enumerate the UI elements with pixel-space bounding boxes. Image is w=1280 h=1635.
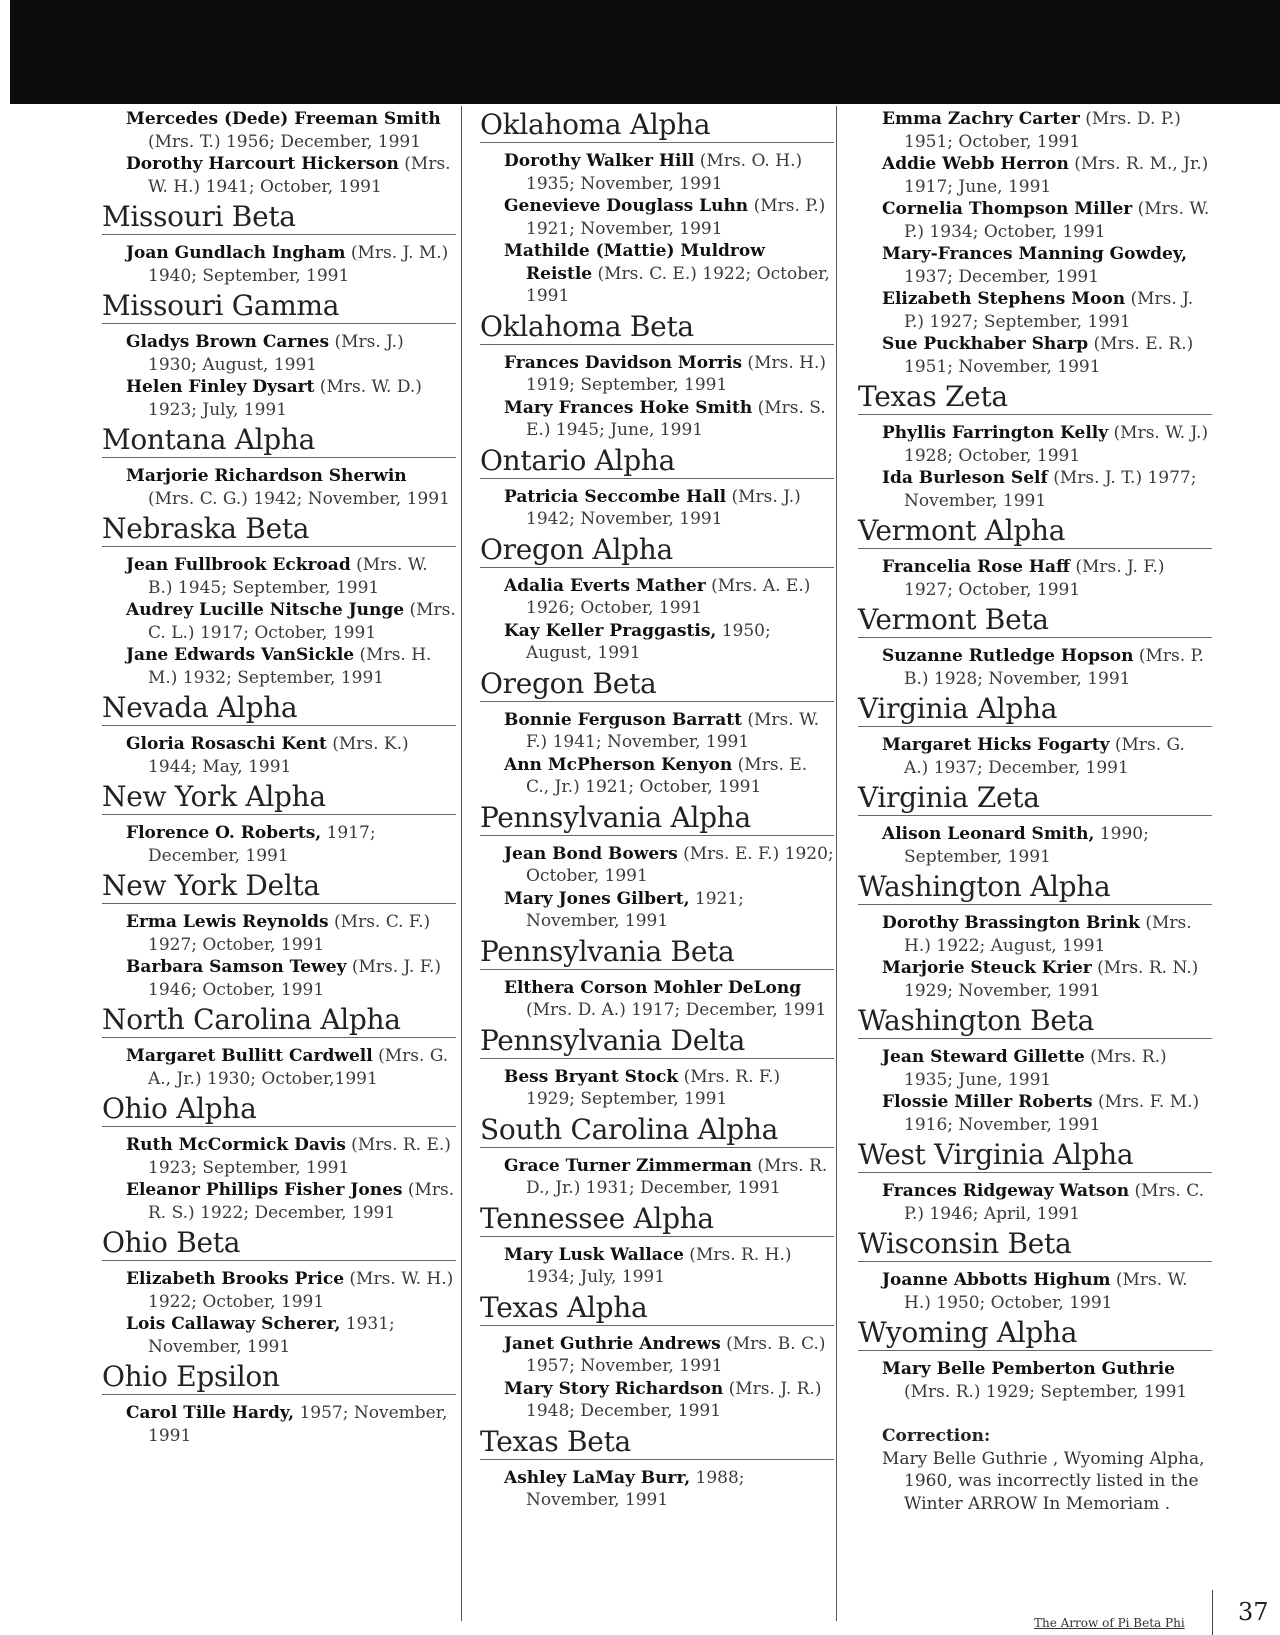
member-entry <box>480 486 834 531</box>
member-details: (Mrs. W. H.) 1950; October, 1991 <box>904 1270 1188 1313</box>
member-name: Alison Leonard Smith, <box>882 824 1095 844</box>
chapter-heading: Oklahoma Beta <box>480 310 834 345</box>
member-entry <box>480 397 834 442</box>
member-entry <box>858 1046 1212 1091</box>
column-divider <box>836 106 837 1621</box>
member-name: Jane Edwards VanSickle <box>126 645 355 665</box>
member-name: Genevieve Douglass Luhn <box>504 196 749 216</box>
member-details: 1988; November, 1991 <box>526 1467 745 1510</box>
member-name: Marjorie Steuck Krier <box>882 958 1092 978</box>
chapter-section <box>480 935 834 1024</box>
member-list <box>480 970 834 1024</box>
chapter-heading: Virginia Alpha <box>858 692 1212 727</box>
chapter-section <box>858 380 1212 514</box>
chapter-section <box>480 310 834 444</box>
member-entry <box>858 422 1212 467</box>
member-name: Margaret Hicks Fogarty <box>882 735 1110 755</box>
member-entry <box>480 888 834 933</box>
member-details: (Mrs. T.) 1956; December, 1991 <box>148 131 422 152</box>
member-name: Lois Callaway Scherer, <box>126 1314 341 1334</box>
member-name: Elthera Corson Mohler DeLong <box>504 977 802 998</box>
member-name: Marjorie Richardson Sherwin <box>126 466 407 486</box>
member-entry <box>858 1358 1212 1403</box>
member-list <box>858 905 1212 1004</box>
chapter-section <box>858 603 1212 692</box>
member-details: (Mrs. R. S.) 1922; December, 1991 <box>148 1180 455 1223</box>
member-name: Mercedes (Dede) Freeman Smith <box>126 109 441 129</box>
member-details: (Mrs. R. D., Jr.) 1931; December, 1991 <box>526 1155 828 1198</box>
member-entry <box>102 465 456 510</box>
chapter-heading: Texas Zeta <box>858 380 1212 415</box>
member-name: Elizabeth Stephens Moon <box>882 289 1126 309</box>
member-details: (Mrs. W. F.) 1941; November, 1991 <box>526 709 819 752</box>
member-list <box>102 108 456 200</box>
member-name: Gloria Rosaschi Kent <box>126 734 327 754</box>
member-name: Elizabeth Brooks Price <box>126 1269 345 1289</box>
chapter-heading: Virginia Zeta <box>858 781 1212 816</box>
chapter-section <box>480 1024 834 1113</box>
member-entry <box>480 754 834 799</box>
member-details: (Mrs. K.) 1944; May, 1991 <box>148 734 409 777</box>
member-name: Florence O. Roberts, <box>126 823 322 843</box>
chapter-heading: Pennsylvania Beta <box>480 935 834 970</box>
member-entry <box>102 1268 456 1313</box>
column-1 <box>102 108 456 1449</box>
chapter-section <box>858 1138 1212 1227</box>
member-details: (Mrs. J.) 1930; August, 1991 <box>148 332 404 375</box>
member-details: (Mrs. C. G.) 1942; November, 1991 <box>148 488 450 509</box>
member-list <box>102 1261 456 1360</box>
page-number-divider <box>1212 1590 1213 1635</box>
member-entry <box>858 1269 1212 1314</box>
member-entry <box>102 1179 456 1224</box>
chapter-heading: Vermont Beta <box>858 603 1212 638</box>
member-details: (Mrs. J. M.) 1940; September, 1991 <box>148 243 449 286</box>
member-list <box>480 836 834 935</box>
chapter-section <box>480 1291 834 1425</box>
member-entry <box>102 911 456 956</box>
member-entry <box>102 1402 456 1447</box>
member-list <box>480 1059 834 1113</box>
member-name: Jean Steward Gillette <box>882 1047 1085 1067</box>
member-name: Frances Davidson Morris <box>504 352 743 373</box>
member-details: (Mrs. P.) 1921; November, 1991 <box>526 196 826 239</box>
member-name: Dorothy Brassington Brink <box>882 913 1140 933</box>
column-3 <box>858 108 1212 1515</box>
member-list <box>102 235 456 289</box>
member-details: (Mrs. C. P.) 1946; April, 1991 <box>904 1181 1205 1224</box>
chapter-heading: New York Alpha <box>102 780 456 815</box>
chapter-heading: Nevada Alpha <box>102 691 456 726</box>
member-name: Mary Lusk Wallace <box>504 1244 684 1265</box>
chapter-section <box>102 108 456 200</box>
member-details: (Mrs. W. H.) 1941; October, 1991 <box>148 154 451 197</box>
member-entry <box>858 645 1212 690</box>
member-list <box>480 479 834 533</box>
member-name: Sue Puckhaber Sharp <box>882 334 1089 354</box>
member-entry <box>858 108 1212 153</box>
member-details: (Mrs. R. N.) 1929; November, 1991 <box>904 958 1199 1001</box>
member-name: Erma Lewis Reynolds <box>126 912 329 932</box>
chapter-section <box>102 1003 456 1092</box>
member-details: (Mrs. E. C., Jr.) 1921; October, 1991 <box>526 754 808 797</box>
member-list <box>480 1460 834 1514</box>
member-details: (Mrs. G. A.) 1937; December, 1991 <box>904 735 1185 778</box>
member-entry <box>858 556 1212 601</box>
chapter-section <box>102 1226 456 1360</box>
chapter-section <box>102 289 456 423</box>
member-entry <box>102 331 456 376</box>
member-name: Adalia Everts Mather <box>504 575 706 596</box>
member-name: Addie Webb Herron <box>882 154 1069 174</box>
chapter-section <box>102 780 456 869</box>
member-name: Joanne Abbotts Highum <box>882 1270 1111 1290</box>
member-details: (Mrs. P. B.) 1928; November, 1991 <box>904 646 1204 689</box>
member-details: (Mrs. J. P.) 1927; September, 1991 <box>904 289 1194 332</box>
member-name: Eleanor Phillips Fisher Jones <box>126 1180 403 1200</box>
member-details: (Mrs. R. E.) 1923; September, 1991 <box>148 1135 451 1178</box>
member-list <box>102 1395 456 1449</box>
member-details: (Mrs. S. E.) 1945; June, 1991 <box>526 397 826 440</box>
member-entry <box>480 1244 834 1289</box>
chapter-heading: Texas Beta <box>480 1425 834 1460</box>
member-list <box>480 568 834 667</box>
member-list <box>102 324 456 423</box>
chapter-heading: Oregon Beta <box>480 667 834 702</box>
member-name: Gladys Brown Carnes <box>126 332 330 352</box>
chapter-section <box>102 512 456 691</box>
chapter-heading: Ontario Alpha <box>480 444 834 479</box>
member-list <box>480 345 834 444</box>
member-list <box>102 458 456 512</box>
member-details: (Mrs. J. T.) 1977; November, 1991 <box>904 468 1197 511</box>
member-entry <box>102 822 456 867</box>
member-entry <box>102 554 456 599</box>
chapter-heading: Vermont Alpha <box>858 514 1212 549</box>
correction-text: Mary Belle Guthrie , Wyoming Alpha, 1960, was incorrectly listed in the Winter ARROW In Memoriam . <box>882 1448 1205 1514</box>
chapter-heading: New York Delta <box>102 869 456 904</box>
member-entry <box>858 1180 1212 1225</box>
member-name: Cornelia Thompson Miller <box>882 199 1133 219</box>
column-3-sections <box>858 108 1212 1405</box>
member-list <box>480 702 834 801</box>
top-black-band <box>10 0 1280 104</box>
member-details: (Mrs. H.) 1922; August, 1991 <box>904 913 1192 956</box>
chapter-heading: Wisconsin Beta <box>858 1227 1212 1262</box>
member-list <box>858 549 1212 603</box>
member-name: Ida Burleson Self <box>882 468 1048 488</box>
member-list <box>102 726 456 780</box>
chapter-section <box>858 692 1212 781</box>
chapter-heading: Wyoming Alpha <box>858 1316 1212 1351</box>
chapter-heading: Oregon Alpha <box>480 533 834 568</box>
member-list <box>102 547 456 691</box>
chapter-heading: Ohio Beta <box>102 1226 456 1261</box>
member-entry <box>102 599 456 644</box>
member-list <box>858 1173 1212 1227</box>
member-name: Ann McPherson Kenyon <box>504 754 733 775</box>
member-list <box>858 727 1212 781</box>
member-entry <box>480 1467 834 1512</box>
chapter-heading: Washington Beta <box>858 1004 1212 1039</box>
member-entry <box>858 198 1212 243</box>
chapter-section <box>102 691 456 780</box>
chapter-section <box>480 1113 834 1202</box>
member-details: (Mrs. W. D.) 1923; July, 1991 <box>148 377 422 420</box>
member-entry <box>480 1066 834 1111</box>
chapter-section <box>480 1425 834 1514</box>
member-name: Mary Belle Pemberton Guthrie <box>882 1359 1176 1379</box>
member-entry <box>480 1333 834 1378</box>
member-entry <box>102 733 456 778</box>
chapter-heading: Montana Alpha <box>102 423 456 458</box>
member-name: Helen Finley Dysart <box>126 377 315 397</box>
member-entry <box>858 333 1212 378</box>
correction-note <box>858 1425 1212 1515</box>
member-details: 1921; November, 1991 <box>526 888 744 931</box>
chapter-heading: Ohio Epsilon <box>102 1360 456 1395</box>
member-name: Barbara Samson Tewey <box>126 957 347 977</box>
chapter-section <box>102 423 456 512</box>
chapter-heading: South Carolina Alpha <box>480 1113 834 1148</box>
member-details: 1990; September, 1991 <box>904 824 1149 867</box>
chapter-section <box>858 870 1212 1004</box>
member-name: Bonnie Ferguson Barratt <box>504 709 742 730</box>
member-details: (Mrs. F. M.) 1916; November, 1991 <box>904 1092 1200 1135</box>
chapter-heading: Nebraska Beta <box>102 512 456 547</box>
member-name: Mary Frances Hoke Smith <box>504 397 753 418</box>
member-name: Dorothy Harcourt Hickerson <box>126 154 399 174</box>
member-entry <box>858 467 1212 512</box>
member-list <box>102 815 456 869</box>
member-entry <box>102 1045 456 1090</box>
member-entry <box>480 1378 834 1423</box>
member-name: Grace Turner Zimmerman <box>504 1155 753 1176</box>
member-name: Joan Gundlach Ingham <box>126 243 346 263</box>
member-name: Audrey Lucille Nitsche Junge <box>126 600 405 620</box>
member-details: (Mrs. E. R.) 1951; November, 1991 <box>904 334 1194 377</box>
member-list <box>102 1038 456 1092</box>
member-list <box>102 1127 456 1226</box>
member-details: (Mrs. R.) 1935; June, 1991 <box>904 1047 1167 1090</box>
member-entry <box>102 1134 456 1179</box>
member-list <box>858 108 1212 380</box>
member-details: (Mrs. J. F.) 1927; October, 1991 <box>904 557 1165 600</box>
chapter-section <box>102 1360 456 1449</box>
column-2 <box>480 108 834 1514</box>
chapter-heading: Missouri Gamma <box>102 289 456 324</box>
member-name: Carol Tille Hardy, <box>126 1403 295 1423</box>
publication-footer: The Arrow of Pi Beta Phi <box>1034 1616 1185 1630</box>
member-name: Francelia Rose Haff <box>882 557 1070 577</box>
member-name: Kay Keller Praggastis, <box>504 620 717 641</box>
member-name: Margaret Bullitt Cardwell <box>126 1046 373 1066</box>
member-entry <box>858 823 1212 868</box>
member-entry <box>102 153 456 198</box>
member-name: Dorothy Walker Hill <box>504 151 695 171</box>
member-name: Phyllis Farrington Kelly <box>882 423 1109 443</box>
member-list <box>480 1237 834 1291</box>
member-name: Emma Zachry Carter <box>882 109 1080 129</box>
member-name: Bess Bryant Stock <box>504 1066 679 1087</box>
member-name: Mathilde (Mattie) Muldrow Reistle <box>504 241 765 284</box>
chapter-section <box>102 200 456 289</box>
chapter-section <box>480 108 834 310</box>
member-list <box>102 904 456 1003</box>
chapter-heading: Missouri Beta <box>102 200 456 235</box>
member-details: (Mrs. D. A.) 1917; December, 1991 <box>526 1000 827 1020</box>
page-number: 37 <box>1238 1598 1269 1626</box>
member-details: (Mrs. O. H.) 1935; November, 1991 <box>526 151 803 194</box>
member-name: Jean Bond Bowers <box>504 843 678 864</box>
member-details: (Mrs. C. E.) 1922; October, 1991 <box>526 263 830 306</box>
member-details: (Mrs. J. F.) 1946; October, 1991 <box>148 957 442 1000</box>
chapter-heading: Washington Alpha <box>858 870 1212 905</box>
member-name: Patricia Seccombe Hall <box>504 486 727 507</box>
chapter-heading: Pennsylvania Alpha <box>480 801 834 836</box>
member-name: Ruth McCormick Davis <box>126 1135 346 1155</box>
member-list <box>858 638 1212 692</box>
member-details: 1937; December, 1991 <box>904 266 1100 287</box>
member-entry <box>480 1155 834 1200</box>
member-details: (Mrs. G. A., Jr.) 1930; October,1991 <box>148 1046 449 1089</box>
member-name: Mary Jones Gilbert, <box>504 888 690 909</box>
member-details: 1917; December, 1991 <box>148 823 376 866</box>
member-details: (Mrs. H.) 1919; September, 1991 <box>526 352 826 395</box>
member-entry <box>480 352 834 397</box>
member-details: (Mrs. W. H.) 1922; October, 1991 <box>148 1269 454 1312</box>
member-entry <box>480 240 834 308</box>
chapter-section <box>858 108 1212 380</box>
member-entry <box>480 843 834 888</box>
chapter-section <box>858 781 1212 870</box>
member-entry <box>858 288 1212 333</box>
member-entry <box>858 912 1212 957</box>
member-list <box>858 1262 1212 1316</box>
chapter-heading: West Virginia Alpha <box>858 1138 1212 1173</box>
member-name: Flossie Miller Roberts <box>882 1092 1093 1112</box>
member-list <box>858 816 1212 870</box>
chapter-heading: Oklahoma Alpha <box>480 108 834 143</box>
member-details: (Mrs. J.) 1942; November, 1991 <box>526 486 801 529</box>
member-details: (Mrs. R. H.) 1934; July, 1991 <box>526 1244 792 1287</box>
correction-title: Correction: <box>882 1426 991 1446</box>
member-entry <box>858 243 1212 288</box>
member-entry <box>102 242 456 287</box>
column-divider <box>461 106 462 1621</box>
member-entry <box>858 153 1212 198</box>
member-entry <box>858 957 1212 1002</box>
chapter-heading: Pennsylvania Delta <box>480 1024 834 1059</box>
member-entry <box>480 195 834 240</box>
member-entry <box>102 644 456 689</box>
member-details: 1931; November, 1991 <box>148 1314 395 1357</box>
member-entry <box>102 376 456 421</box>
member-details: (Mrs. W. B.) 1945; September, 1991 <box>148 555 428 598</box>
member-details: (Mrs. R. M., Jr.) 1917; June, 1991 <box>904 154 1209 197</box>
member-entry <box>480 709 834 754</box>
chapter-section <box>858 514 1212 603</box>
chapter-heading: North Carolina Alpha <box>102 1003 456 1038</box>
member-list <box>858 415 1212 514</box>
member-entry <box>480 150 834 195</box>
member-details: (Mrs. C. F.) 1927; October, 1991 <box>148 912 431 955</box>
member-entry <box>858 734 1212 779</box>
member-name: Suzanne Rutledge Hopson <box>882 646 1134 666</box>
member-name: Frances Ridgeway Watson <box>882 1181 1130 1201</box>
member-details: (Mrs. D. P.) 1951; October, 1991 <box>904 109 1181 152</box>
member-details: 1957; November, 1991 <box>148 1403 448 1446</box>
chapter-section <box>858 1316 1212 1405</box>
chapter-heading: Tennessee Alpha <box>480 1202 834 1237</box>
member-list <box>858 1039 1212 1138</box>
chapter-section <box>858 1004 1212 1138</box>
member-details: (Mrs. A. E.) 1926; October, 1991 <box>526 575 811 618</box>
chapter-section <box>102 1092 456 1226</box>
member-list <box>480 143 834 310</box>
member-details: (Mrs. C. L.) 1917; October, 1991 <box>148 600 456 643</box>
chapter-heading: Texas Alpha <box>480 1291 834 1326</box>
member-name: Mary-Frances Manning Gowdey, <box>882 244 1188 264</box>
member-entry <box>858 1091 1212 1136</box>
chapter-section <box>480 1202 834 1291</box>
member-entry <box>480 977 834 1022</box>
member-name: Janet Guthrie Andrews <box>504 1333 721 1354</box>
member-details: (Mrs. J. R.) 1948; December, 1991 <box>526 1378 822 1421</box>
member-list <box>858 1351 1212 1405</box>
member-details: (Mrs. B. C.) 1957; November, 1991 <box>526 1333 826 1376</box>
member-name: Jean Fullbrook Eckroad <box>126 555 351 575</box>
member-entry <box>102 108 456 153</box>
member-name: Mary Story Richardson <box>504 1378 724 1399</box>
chapter-heading: Ohio Alpha <box>102 1092 456 1127</box>
member-details: (Mrs. H. M.) 1932; September, 1991 <box>148 645 432 688</box>
member-list <box>480 1148 834 1202</box>
member-name: Ashley LaMay Burr, <box>504 1467 691 1488</box>
chapter-section <box>480 801 834 935</box>
chapter-section <box>102 869 456 1003</box>
member-list <box>480 1326 834 1425</box>
chapter-section <box>480 667 834 801</box>
member-entry <box>102 956 456 1001</box>
member-entry <box>480 575 834 620</box>
member-details: (Mrs. R.) 1929; September, 1991 <box>904 1381 1188 1402</box>
member-entry <box>480 620 834 665</box>
chapter-section <box>858 1227 1212 1316</box>
chapter-section <box>480 533 834 667</box>
member-details: (Mrs. W. J.) 1928; October, 1991 <box>904 423 1209 466</box>
member-entry <box>102 1313 456 1358</box>
member-details: 1950; August, 1991 <box>526 620 771 663</box>
member-details: (Mrs. R. F.) 1929; September, 1991 <box>526 1066 781 1109</box>
chapter-section <box>480 444 834 533</box>
member-details: (Mrs. E. F.) 1920; October, 1991 <box>526 843 834 886</box>
member-details: (Mrs. W. P.) 1934; October, 1991 <box>904 199 1210 242</box>
